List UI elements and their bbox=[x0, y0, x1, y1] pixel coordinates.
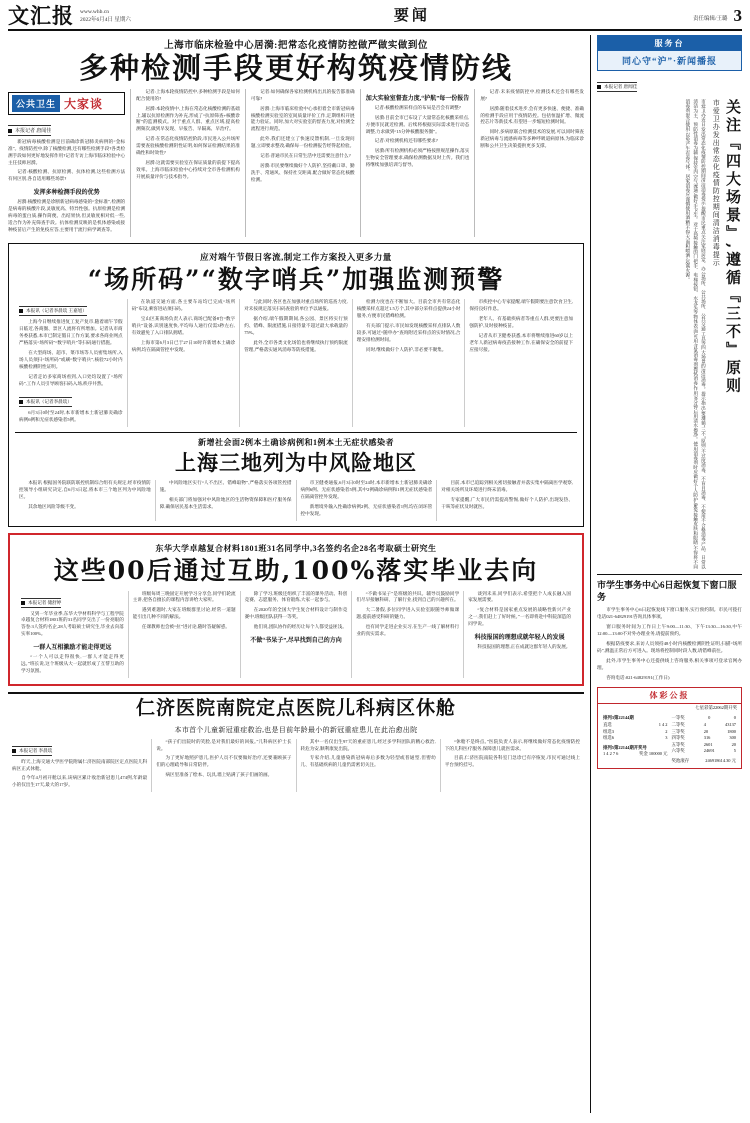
article-boxed-group bbox=[8, 243, 584, 527]
a3-columns bbox=[15, 480, 577, 520]
lottery-left-label: 排列3第22144期 bbox=[603, 715, 634, 721]
lead-column-2 bbox=[130, 89, 240, 237]
a2-col1-text-2: 6月3日0时至24时,本市新增本土新冠肺炎确诊病例6例和无症状感染者5例。 bbox=[19, 410, 123, 423]
article-graduates bbox=[8, 533, 584, 686]
sidebar-vertical-article bbox=[597, 99, 742, 569]
service-desk-banner bbox=[597, 35, 742, 71]
a2-column-5 bbox=[464, 299, 577, 427]
a4-col1-text-2: “一个人可以走得很快,一群人才能走得更远。”班长说,这个班级从大一起就形成了互帮互助的学习氛围。 bbox=[21, 654, 124, 673]
a5-column-1 bbox=[8, 739, 151, 793]
lottery-bottom-row: 1 4 2 7 6 奖金 100000 元 bbox=[603, 751, 668, 757]
a2-col1-text: 上海今日继续推进复工复产复市,随着端午节假日临近,各商圈、景区人流将有所增加。记者从市商务委获悉,本市已制定假日工作方案,要求各商业网点严格落实“场所码”“数字哨兵”等扫码通行措施。 在大型商场、超市、菜市场等人员密集场所,入场人员须扫“场所码”或刷“数字哨兵”,核验72小时内核酸检测阴性证明。 记者走访多家商场看到,入口处均设置了“场所码”,工作人员引导顾客扫码入场,秩序井然。 bbox=[19, 319, 123, 386]
lottery-prize-row: 三等奖 20 1800 bbox=[671, 728, 736, 734]
lead-column-1 bbox=[8, 89, 125, 237]
lottery-left-row: 组选3 2 bbox=[603, 728, 668, 734]
article-lead bbox=[8, 37, 584, 237]
section-title: 要闻 bbox=[393, 8, 430, 24]
a5-columns bbox=[8, 739, 584, 793]
lead-column-3 bbox=[245, 89, 355, 237]
a4-column-2 bbox=[128, 591, 240, 678]
lottery-prize-row: 六等奖 24691 5 bbox=[671, 748, 736, 754]
a2-column-2 bbox=[127, 299, 240, 427]
lead-subhead-1: 发挥多种检测手段的优势 bbox=[33, 190, 100, 197]
service-desk-subtitle: 同心守“沪”·新闻播报 bbox=[598, 51, 741, 70]
a2-column-4 bbox=[352, 299, 465, 427]
a3-col2-text: 中风险地区实行“人不出区、错峰取物”,严格落实各项管控措施。 相关部门将加强对中风险地区的生活物资保障和医疗服务保障,确保居民基本生活需求。 bbox=[159, 480, 292, 510]
a4-col4-text: “不做书呆子”是班级的共识。辅导员鼓励同学们尽早接触科研、了解行业,找到自己的兴趣所在。 大二暑假,多位同学进入实验室跟随导师做课题,提前感受科研的魅力。 也有同学走进企业实习,在生产一线了解材料行业的真实需求。 bbox=[356, 590, 460, 637]
lead-col2-text: 记者:上海本轮疫情防控中,多种检测手段是如何配合使用的? 居漪:本轮疫情中,上海在常态化核酸检测的基础上,辅以抗原检测作为补充,形成了“抗原筛查+核酸诊断”的监测模式。对于重点人群、重点区域,提高检测频次,做到早发现、早报告、早隔离、早治疗。 记者:在常态化疫情防控阶段,市民进入公共场所需要查验核酸检测阴性证明,如何保证检测结果的准确性和时效性? 居漪:这就需要实验室在保证质量的前提下提高效率。上海市临床检验中心持续对全市各检测机构开展质量评价与技术指导。 bbox=[136, 88, 240, 179]
a5-subhead: 本市首个儿童新冠重症救治,也是目前年龄最小的新冠重症患儿在此治愈出院 bbox=[174, 725, 418, 734]
lead-byline: 本报记者 唐闻佳 bbox=[8, 125, 51, 136]
a2-shoulder: 应对端午节假日客流,制定工作方案投入更多力量 bbox=[200, 251, 392, 262]
a3-headline: 上海三地列为中风险地区 bbox=[175, 450, 417, 476]
a5-col2-text: “孩子们出院时的笑脸,是对我们最好的回报。”儿科病区护士长说。 为了更好地照护患儿,医护人员不仅要做好治疗,还要兼顾孩子们的心理疏导和日常陪伴。 病区里准备了绘本、玩具,墙上贴满了孩子们画的画。 bbox=[156, 738, 292, 778]
a5-col1-text: 昨天,上海交通大学医学院附属仁济医院南部院区定点医院儿科病区正式休舱。 自今年4月初开舱以来,该病区累计收治新冠患儿474例,年龄最小的仅出生17天,最大的17岁。 bbox=[12, 758, 148, 788]
a4-columns bbox=[17, 591, 575, 678]
main-content bbox=[8, 35, 584, 1113]
a4-subhead-3: 科技报国的理想成就年轻人的发展 bbox=[474, 635, 565, 642]
a2-column-1 bbox=[15, 299, 127, 427]
masthead-website: www.whb.cn bbox=[80, 9, 109, 16]
a4-col1-text: 又到一年毕业季,东华大学材料科学与工程学院卓越复合材料1801班的31名同学交出了一份亮眼的答卷:3人签约名企,28人考取硕士研究生,毕业去向落实率100%。 bbox=[21, 610, 124, 637]
topic-tag-blue: 公共卫生 bbox=[12, 95, 60, 112]
lottery-bottom-label: 排列5第22144期开奖号 bbox=[603, 744, 647, 750]
masthead-editor: 责任编辑/王璐 bbox=[692, 16, 728, 23]
masthead-meta bbox=[80, 9, 131, 26]
article-places-code bbox=[15, 251, 577, 428]
a4-col5-text-2: 科技报国的理想,正在成就这群年轻人的发展。 bbox=[477, 644, 571, 650]
sidebar bbox=[590, 35, 742, 1113]
service-desk-title: 服务台 bbox=[598, 36, 741, 51]
a2-col4-text: 检测力度也在不断加大。目前全市共有常态化核酸采样点超过1.5万个,其中部分采样点提供24小时服务,方便市民错峰检测。 有关部门提示,市民如发现核酸采样点排队人数较多,可通过“随申办”查询附近采样点的实时情况,合理安排检测时间。 同时,继续做好个人防护,非必要不聚集。 bbox=[356, 299, 461, 352]
a3-col4-text: 目前,本市已追踪到相关密切接触者并落实集中隔离医学观察,对相关场所及环境进行终末消毒。 专家提醒,广大市民仍需提高警惕,做好个人防护,出现发热、干咳等症状及时就医。 bbox=[441, 480, 573, 510]
lead-column-5 bbox=[474, 89, 584, 237]
a2-columns bbox=[15, 299, 577, 427]
a5-headline: 仁济医院南院定点医院儿科病区休舱 bbox=[135, 696, 456, 719]
a3-column-4 bbox=[436, 480, 577, 520]
a4-col5-text: 谈到未来,同学们表示,希望把个人成长融入国家发展需要。 “复合材料是国家重点发展的战略性新兴产业之一,我们赶上了好时候。”一名即将赴中科院深造的同学说。 bbox=[468, 590, 571, 627]
a3-col3-text: 市卫健委通报,6月3日0时至24时,本市新增本土新冠肺炎确诊病例6例、无症状感染者5例,其中2例确诊病例和1例无症状感染者在隔离管控外发现。 新增境外输入性确诊病例2例、无症状感染者1例,均在闭环管控中发现。 bbox=[300, 480, 433, 516]
lottery-prize-row: 四等奖 316 300 bbox=[671, 735, 736, 741]
a2-column-3 bbox=[239, 299, 352, 427]
a2-headline: “场所码”“数字哨兵”加强监测预警 bbox=[87, 264, 505, 294]
a5-column-2 bbox=[151, 739, 295, 793]
a4-col2-text: 班级每周三晚固定开展学习分享会,同学们轮流主讲,把各自擅长的课程内容讲给大家听。 遇到难题时,大家在班级群里讨论,经常一道题能引出几种不同的解法。 任课教师也会被“拉”进讨论,随时答疑解惑。 bbox=[132, 590, 236, 630]
a4-column-1 bbox=[17, 591, 128, 678]
topic-tag bbox=[8, 92, 125, 115]
a2-col2-text: 在轨道交通方面,各主要车站均已完成“场所码”布设,乘客进站须扫码。 宝山区某商场负责人表示,商场已配备8台“数字哨兵”设备,识别速度快,平均每人通行仅需3秒左右,有效避免了入口排队拥堵。 上海市第6月3日已于27日10时许新增本土确诊病例,均在隔离管控中发现。 bbox=[131, 299, 236, 352]
newspaper-logo: 文汇报 bbox=[8, 3, 74, 28]
a5-byline: 本报记者 李晨琰 bbox=[12, 746, 52, 756]
lead-headline: 多种检测手段更好构筑疫情防线 bbox=[78, 51, 513, 85]
sidebar-vertical-shoulder: 市爱卫办发出常态化疫情防控期间清洁消毒提示 bbox=[712, 99, 721, 267]
lead-col1-text-2: 居漪:核酸检测是诊断新冠病毒感染的“金标准”,检测的是病毒的核酸片段,灵敏度高、特异性强。抗原检测是检测病毒的蛋白质,操作简便、出结果快,但灵敏度相对低一些,适合作为补充筛查手段。抗体检测反映的是机体感染或接种疫苗后产生的免疫应答,主要用于流行病学调查等。 bbox=[8, 199, 126, 232]
a2-col3-text: 与此同时,各区也在加强对重点场所的巡查力度,对未按规定落实扫码查验的单位予以通报。 据介绍,端午假期期间,各公园、景区将实行预约、错峰、限流措施,日接待量不超过最大承载量的75%。 此外,全市各类文化场馆也将继续执行预约限流管理,严格落实通风消毒等防疫措施。 bbox=[244, 299, 348, 352]
a2-col5-text: 市疾控中心专家提醒,端午假期要注意饮食卫生,保持良好作息。 老年人、有基础疾病者等重点人群,更要注意加强防护,及时接种疫苗。 记者从市卫健委获悉,本市将继续推进60岁以上老年人新冠病毒疫苗接种工作,在确保安全的前提下应接尽接。 bbox=[469, 299, 573, 352]
sidebar-notice-headline: 市学生事务中心6日起恢复下窗口服务 bbox=[597, 580, 737, 602]
a2-byline-1: 本报讯（记者李晨琰 王嘉旭） bbox=[19, 306, 87, 316]
lottery-prize-row: 五等奖 2601 20 bbox=[671, 741, 736, 747]
a4-byline: 本报记者 储舒婷 bbox=[21, 598, 61, 608]
masthead-date: 2022年6月4日 星期六 bbox=[80, 17, 131, 24]
a3-column-2 bbox=[155, 480, 296, 520]
lead-shoulder: 上海市临床检验中心居漪:把常态化疫情防控做严做实做到位 bbox=[164, 41, 428, 51]
a4-headline: 这些00后通过互助,100%落实毕业去向 bbox=[53, 555, 539, 585]
lottery-left-row: 组选6 3 bbox=[603, 735, 668, 741]
lead-subhead-2: 加大实验室督查力度,“护航”每一份报告 bbox=[365, 95, 470, 102]
lottery-left bbox=[601, 715, 670, 764]
a5-column-3 bbox=[296, 739, 440, 793]
a4-column-3 bbox=[240, 591, 352, 678]
lottery-bulletin bbox=[597, 687, 742, 768]
masthead bbox=[8, 4, 742, 31]
a2-byline-2: 本报讯（记者李晨琰） bbox=[19, 397, 72, 407]
a4-col3-text: 除了学习,班级还组织了丰富的课外活动。科创竞赛、志愿服务、体育锻炼,大家一起参与。 在2020年的全国大学生复合材料设计与制作竞赛中,班级团队获得一等奖。 他们说,团队协作的经历让每个人都受益匪浅。 bbox=[244, 590, 348, 630]
article-risk-areas bbox=[15, 437, 577, 521]
a5-column-4 bbox=[440, 739, 584, 793]
lottery-right bbox=[670, 715, 739, 764]
page-number: 3 bbox=[733, 6, 742, 25]
a3-column-1 bbox=[15, 480, 155, 520]
sidebar-vertical-headline: 关注『四大场景』,遵循『三不』原则 bbox=[724, 99, 742, 396]
lead-col5-text: 记者:未来疫情防控中,检测技术还会有哪些发展? 居漪:随着技术进步,会有更多快速、便捷、准确的检测手段应用于疫情防控。包括恒温扩增、微流控芯片等新技术,有望进一步缩短检测时间。 同时,多病原联合检测技术的发展,可以同时筛查新冠病毒与流感病毒等多种呼吸道病原体,为临床诊断和公共卫生决策提供更多支撑。 bbox=[480, 88, 585, 149]
lottery-left-row: 直选 1 4 2 bbox=[603, 722, 668, 727]
a5-col3-text: 其中一名仅出生97天的重症患儿,经过多学科团队的精心救治,转危为安,顺利康复出院。 专家介绍,儿童感染新冠病毒后多数为轻型或普通型,但婴幼儿、有基础疾病的儿童仍需密切关注。 bbox=[300, 738, 436, 768]
lottery-prize-row: 一等奖 0 0 bbox=[671, 715, 736, 721]
lottery-subtitle: 七星彩第22062期开奖 bbox=[695, 705, 737, 711]
a4-subhead-2: 不做“书呆子”,尽早找到自己的方向 bbox=[250, 638, 342, 645]
a4-shoulder: 东华大学卓越复合材料1801班31名同学中,3名签约名企28名考取硕士研究生 bbox=[155, 543, 437, 553]
topic-tag-red: 大家谈 bbox=[64, 96, 104, 111]
lottery-prize-row: 二等奖 4 43137 bbox=[671, 722, 736, 727]
sidebar-vertical-body: 市爱卫办近日发出常态化疫情防控期间清洁消毒提示,提醒市民重点关注家庭居室、办公场所、公共场所、公共交通工具等四大场景的清洁消毒。提示指出,要遵循“三不”原则:不过度消毒、不盲目消毒、不使用不合格消毒产品。日常以清洁为主、预防性消毒为辅,保持室内空气流通,做好手卫生。对于高频接触的门把手、电梯按钮、水龙头等物体表面,可用含氯消毒剂擦拭消毒,作用30分钟后用清水擦净。使用消毒剂时应做好个人防护,避免接触皮肤和眼睛,不得将不同消毒剂混合使用,以免产生有毒气体。居家消毒应谨慎使用酒精,不得大面积喷洒,远离火源。 bbox=[685, 99, 707, 569]
lead-col3-text: 记者:如何确保各家检测机构出具的报告都准确可靠? 居漪:上海市临床检验中心承担着全市新冠病毒核酸检测实验室的室间质量评价工作,定期组织开展能力验证。同时,加大对实验室的督查力度,对检测全流程进行规范。 此外,我们还建立了快速反馈机制,一旦发现问题,立即要求整改,确保每一份检测报告经得起检验。 记者:普通市民在日常生活中还需要注意什么? 居漪:市民要继续做好个人防护,坚持戴口罩、勤洗手、常通风、保持社交距离,配合做好常态化核酸检测。 bbox=[250, 88, 355, 182]
lottery-title: 体彩公报 bbox=[598, 688, 741, 704]
lottery-body bbox=[598, 712, 741, 767]
a4-subhead-1: 一群人互相激励才能走得更远 bbox=[33, 645, 112, 652]
lead-col4-text: 记者:核酸检测采样点的布局是否会有调整? 居漪:目前全市已布设了大量常态化核酸采样点,方便市民就近检测。后续将根据实际需求进行动态调整,力求做到“15分钟核酸服务圈”。 记者:对检测机构还有哪些要求? 居漪:所有检测机构必须严格按照规范操作,落实生物安全管理要求,确保检测数据及时上传。我们也将继续加强培训与督导。 bbox=[365, 104, 470, 168]
article-renji bbox=[8, 692, 584, 792]
a3-shoulder: 新增社会面2例本土确诊病例和1例本土无症状感染者 bbox=[198, 438, 394, 448]
a4-column-5 bbox=[463, 591, 575, 678]
lead-column-4 bbox=[360, 89, 470, 237]
lead-col1-text: 新冠病毒核酸检测是目前确诊新冠肺炎病例的“金标准”。疫情防控中,除了核酸检测,还有哪些检测手段?各类检测手段如何更好地发挥作用?记者专访上海市临床检验中心主任技师居漪。 记者:核酸检测、抗原检测、抗体检测,这些检测方法有何区别,各自适用哪些场景? bbox=[8, 138, 126, 182]
a3-column-3 bbox=[296, 480, 437, 520]
a3-col1-text: 本报讯 根据国务院联防联控机制综合组有关规定,经市疫情防控领导小组研究决定,自6月3日起,将本市三个地区列为中风险地区。 其余地区风险等级不变。 bbox=[19, 480, 151, 510]
lottery-pool-row: 奖池滚存 246918614.30 元 bbox=[671, 758, 736, 764]
sidebar-byline: 本报记者 唐闻佳 bbox=[597, 82, 637, 92]
sidebar-notice-body: 市学生事务中心6日起恢复线下窗口服务,实行预约制。市民可拨打电话021-64829191咨询具体事项。 窗口服务时间为工作日上午9:00—11:30、下午13:30—16:30,中午12:00—13:00不对外办理业务,请提前预约。 根据防疫要求,来访人员须持48小时内核酸检测阴性证明,扫描“场所码”,测温正常后方可进入。现场将控制同时段人数,请错峰前往。 此外,市学生事务中心还提供线上咨询服务,相关事项可登录官网办理。 咨询电话:021-64829191(工作日) bbox=[597, 607, 742, 680]
a4-column-4 bbox=[351, 591, 463, 678]
a5-col4-text: “休舱不是终点。”医院负责人表示,将继续做好常态化疫情防控下的儿科医疗服务,保障患儿就医需求。 目前,仁济医院南院各科室门急诊已有序恢复,市民可通过线上平台预约挂号。 bbox=[444, 738, 580, 768]
